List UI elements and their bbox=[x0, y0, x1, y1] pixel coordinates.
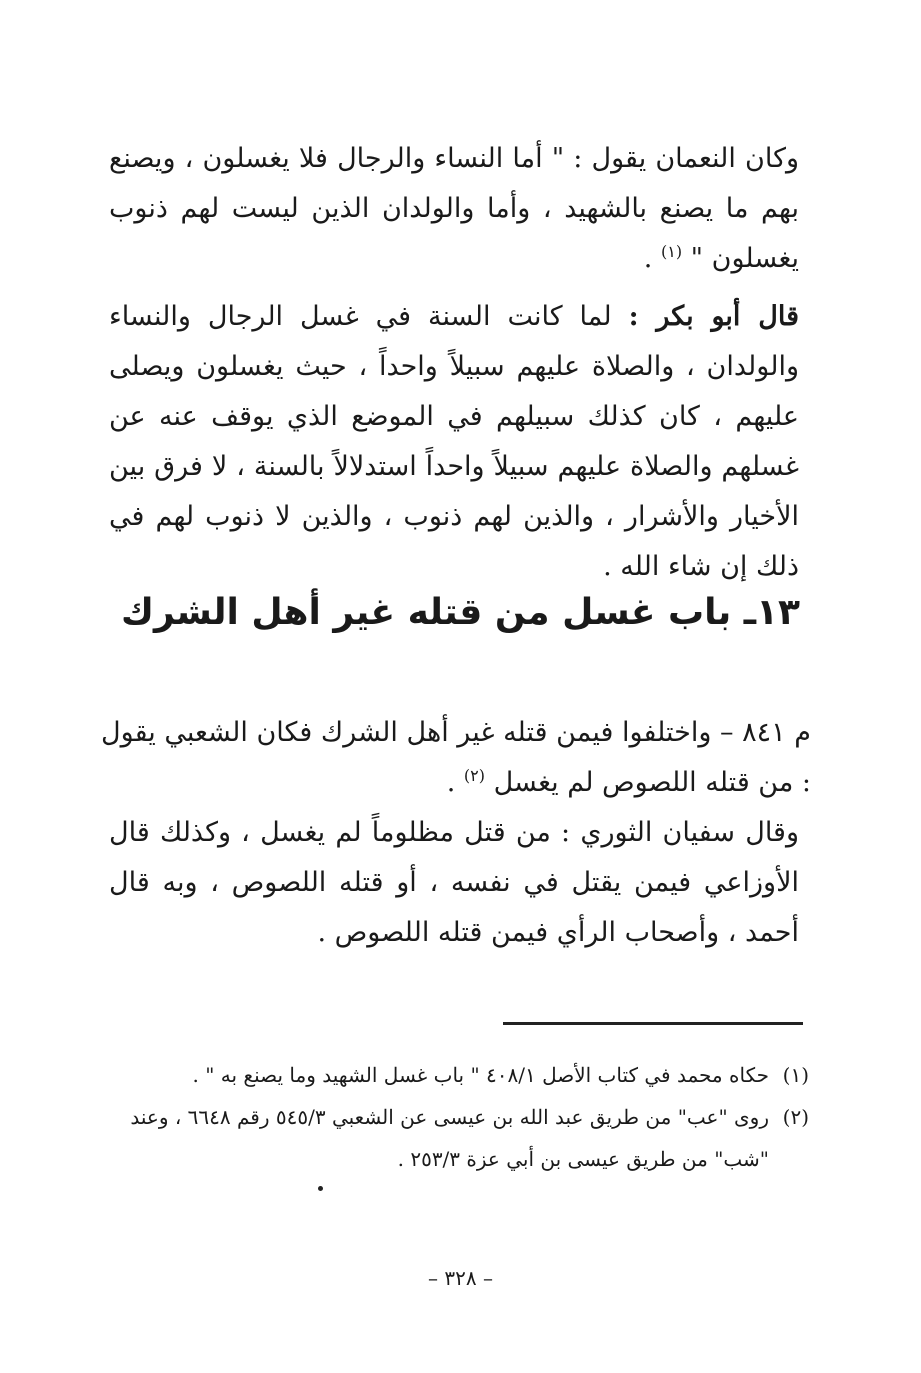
footnotes bbox=[109, 1054, 809, 1180]
stray-mark bbox=[318, 1186, 323, 1191]
footnote-number: (١) bbox=[782, 1063, 809, 1087]
paragraph-end: . bbox=[643, 243, 661, 274]
footnote-text: حكاه محمد في كتاب الأصل ٤٠٨/١ " باب غسل الشهيد وما يصنع به " . bbox=[192, 1063, 769, 1087]
footnote-divider bbox=[503, 1022, 803, 1025]
paragraph-text: لما كانت السنة في غسل الرجال والنساء والولدان ، والصلاة عليهم سبيلاً واحداً ، حيث يغسلون ويصلى عليهم ، كان كذلك سبيلهم في الموضع الذي يوقف عنه عن غسلهم والصلاة عليهم سبيلاً واحداً استدلالاً بالسنة ، لا فرق بين الأخيار والأشرار ، والذين لهم ذنوب ، والذين لا ذنوب لهم في ذلك إن شاء الله . bbox=[109, 301, 799, 582]
paragraph-text: م ٨٤١ – واختلفوا فيمن قتله غير أهل الشرك فكان الشعبي يقول : من قتله اللصوص لم يغسل bbox=[101, 717, 811, 798]
chapter-heading: ١٣ـ باب غسل من قتله غير أهل الشرك bbox=[120, 592, 801, 633]
page-number: – ٣٢٨ – bbox=[428, 1266, 493, 1290]
footnote-text: روى "عب" من طريق عبد الله بن عيسى عن الشعبي ٥٤٥/٣ رقم ٦٦٤٨ ، وعند "شب" من طريق عيسى بن أبي عزة ٢٥٣/٣ . bbox=[130, 1105, 769, 1171]
paragraph-end: . bbox=[446, 767, 464, 798]
footnote-ref-2: (٢) bbox=[463, 766, 485, 785]
paragraph-sufyan: وقال سفيان الثوري : من قتل مظلوماً لم يغسل ، وكذلك قال الأوزاعي فيمن يقتل في نفسه ، أو قتله اللصوص ، وبه قال أحمد ، وأصحاب الرأي فيمن قتله اللصوص . bbox=[109, 817, 799, 948]
footnote-ref-1: (١) bbox=[660, 242, 683, 261]
speaker-name: قال أبو بكر : bbox=[628, 301, 799, 332]
footnote-1 bbox=[109, 1054, 809, 1096]
paragraph-text: وكان النعمان يقول : " أما النساء والرجال فلا يغسلون ، ويصنع بهم ما يصنع بالشهيد ، وأما والولدان الذين ليست لهم ذنوب يغسلون " bbox=[109, 143, 799, 274]
paragraph-nuaman bbox=[109, 134, 799, 284]
paragraph-masala-841 bbox=[101, 708, 811, 808]
footnote-2 bbox=[109, 1096, 809, 1180]
paragraph-abu-bakr bbox=[109, 292, 799, 592]
footnote-number: (٢) bbox=[782, 1105, 809, 1129]
